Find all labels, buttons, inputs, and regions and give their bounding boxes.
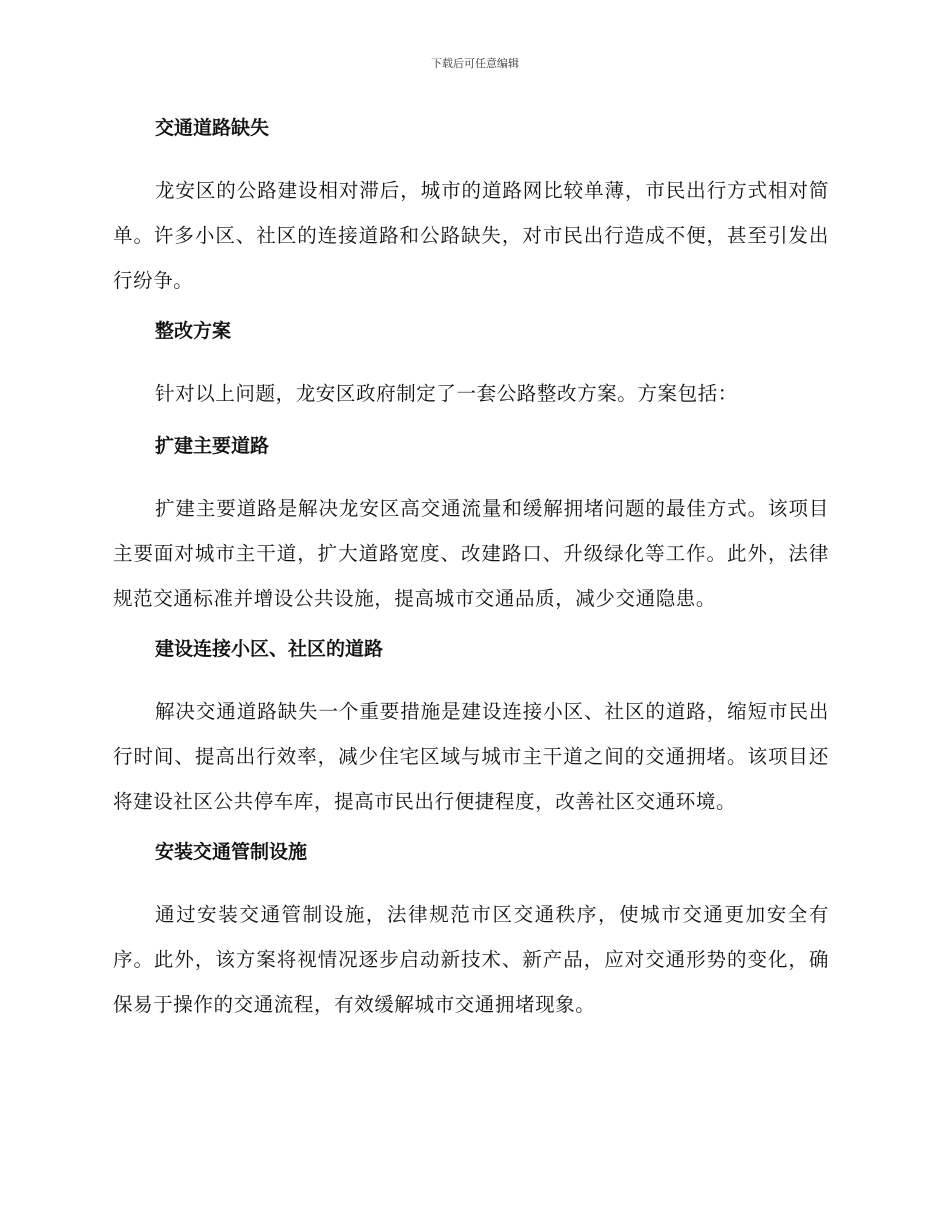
section-heading-expand-main-roads: 扩建主要道路 <box>155 435 270 457</box>
section-heading-traffic-control: 安装交通管制设施 <box>155 841 308 863</box>
section-paragraph-traffic-control: 通过安装交通管制设施，法律规范市区交通秩序，使城市交通更加安全有序。此外，该方案将视情况逐步启动新技术、新产品，应对交通形势的变化，确保易于操作的交通流程，有效缓解城市交通拥堵现象。 <box>113 903 829 1016</box>
section-heading-community-roads: 建设连接小区、社区的道路 <box>155 638 384 660</box>
section-paragraph-community-roads: 解决交通道路缺失一个重要措施是建设连接小区、社区的道路，缩短市民出行时间、提高出行效率，减少住宅区域与城市主干道之间的交通拥堵。该项目还将建设社区公共停车库，提高市民出行便捷程度，改善社区交通环境。 <box>113 700 829 813</box>
section-heading-rectification-plan: 整改方案 <box>155 320 232 342</box>
section-heading-road-shortage: 交通道路缺失 <box>155 117 270 139</box>
section-paragraph-expand-main-roads: 扩建主要道路是解决龙安区高交通流量和缓解拥堵问题的最佳方式。该项目主要面对城市主干道，扩大道路宽度、改建路口、升级绿化等工作。此外，法律规范交通标准并增设公共设施，提高城市交通品质，减少交通隐患。 <box>113 497 829 610</box>
document-body <box>113 112 829 1039</box>
header-note: 下载后可任意编辑 <box>431 57 519 70</box>
section-paragraph-road-shortage: 龙安区的公路建设相对滞后，城市的道路网比较单薄，市民出行方式相对简单。许多小区、社区的连接道路和公路缺失，对市民出行造成不便，甚至引发出行纷争。 <box>113 179 829 292</box>
section-paragraph-rectification-plan: 针对以上问题，龙安区政府制定了一套公路整改方案。方案包括： <box>155 382 738 405</box>
